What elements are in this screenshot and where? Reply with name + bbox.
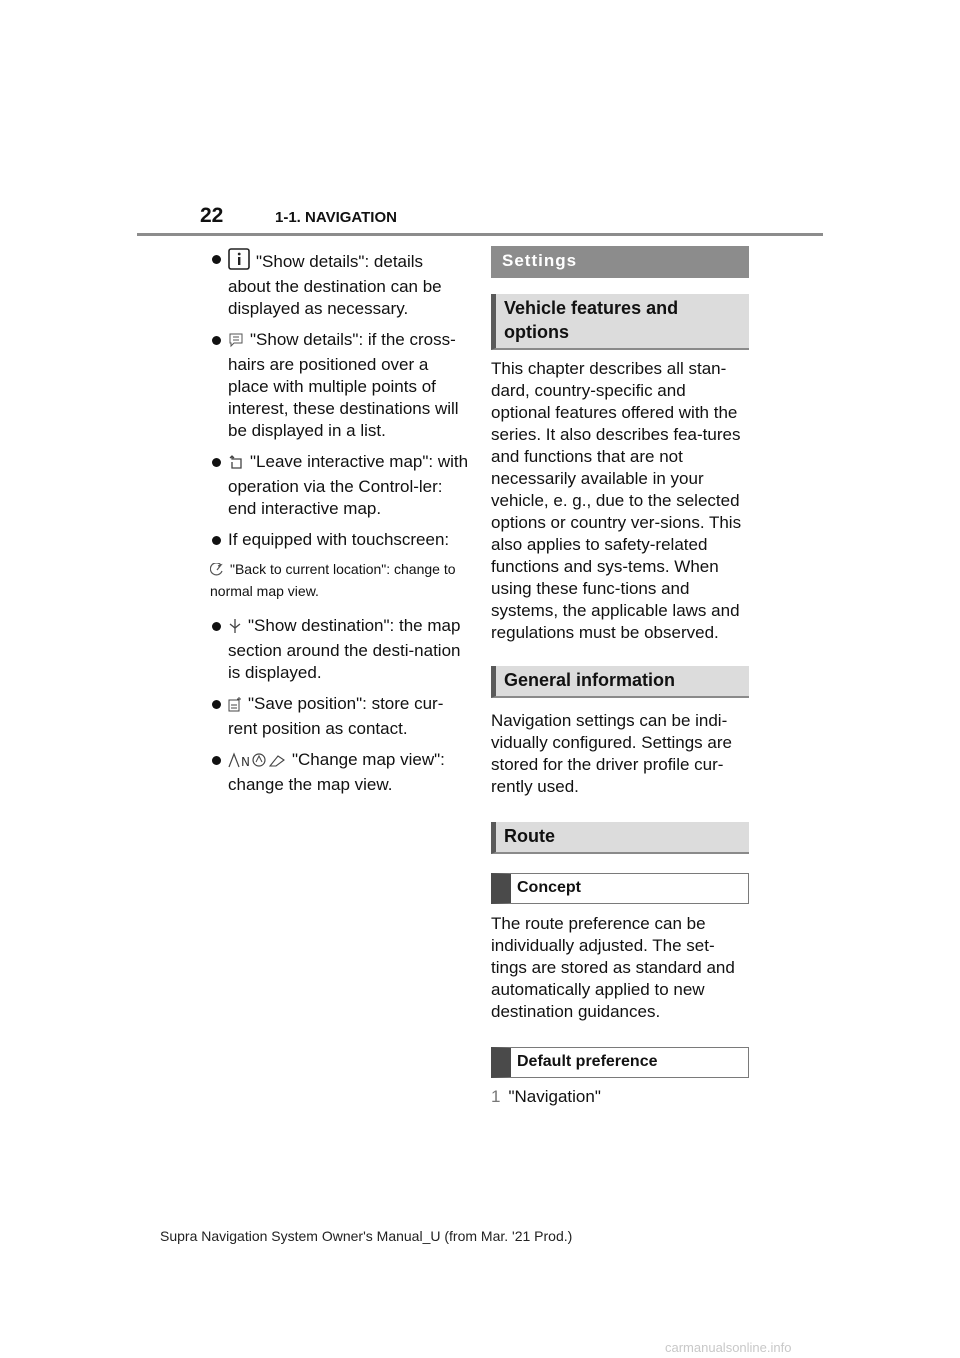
item-text: "Save position": store cur-rent position as contact. [228, 694, 444, 738]
list-item [208, 529, 470, 551]
item-text: "Change map view": change the map view. [228, 750, 445, 794]
left-column [208, 248, 470, 805]
list-icon [228, 332, 244, 354]
footer-text: Supra Navigation System Owner's Manual_U (from Mar. '21 Prod.) [160, 1228, 573, 1244]
touchscreen-note [210, 560, 470, 601]
vehicle-features-heading: Vehicle features and options [491, 294, 749, 350]
header-divider [137, 233, 823, 236]
right-column [491, 246, 749, 1108]
item-text: If equipped with touchscreen: [228, 530, 450, 549]
map-view-icons [228, 752, 286, 774]
step-item [491, 1086, 749, 1108]
location-arrow-icon [210, 563, 224, 582]
list-item [208, 749, 470, 796]
step-text: "Navigation" [508, 1087, 601, 1106]
info-icon [228, 248, 250, 276]
save-position-icon [228, 696, 242, 718]
concept-text: The route preference can be individually adjusted. The set-tings are stored as standard and automatically applied to new destination guidances. [491, 914, 735, 1021]
list-item [208, 248, 470, 320]
item-text: "Leave interactive map": with operation via the Control-ler: end interactive map. [228, 452, 469, 518]
general-info-heading: General information [491, 666, 749, 698]
route-heading: Route [491, 822, 749, 854]
item-text: "Show destination": the map section around the desti-nation is displayed. [228, 616, 461, 682]
note-text: "Back to current location": change to normal map view. [210, 561, 456, 599]
default-preference-heading: Default preference [491, 1047, 749, 1078]
svg-text:N: N [241, 755, 250, 768]
settings-heading: Settings [491, 246, 749, 278]
list-item [208, 615, 470, 684]
watermark: carmanualsonline.info [665, 1340, 792, 1355]
step-number: 1 [491, 1087, 501, 1106]
item-text: "Show details": if the cross-hairs are positioned over a place with multiple points of interest, these destinations will be displayed in a list. [228, 330, 459, 440]
item-text: "Show details": details about the destination can be displayed as necessary. [228, 252, 442, 318]
list-item [208, 451, 470, 520]
page-number: 22 [200, 204, 224, 227]
vehicle-features-text: This chapter describes all stan-dard, country-specific and optional features offered with the series. It also describes fea-tures and functions that are not necessarily available in your vehicle, e. g., due to the selected options or country ver-sions. This also applies to safety-related functions and sys-tems. When using these func-tions and systems, the applicable laws and regulations must be observed. [491, 359, 742, 642]
leave-map-icon [228, 454, 244, 476]
destination-pin-icon [228, 618, 242, 640]
concept-heading: Concept [491, 873, 749, 904]
section-title: 1-1. NAVIGATION [275, 209, 397, 226]
general-info-text: Navigation settings can be indi-vidually configured. Settings are stored for the driver profile cur-rently used. [491, 711, 732, 796]
list-item [208, 329, 470, 442]
list-item [208, 693, 470, 740]
